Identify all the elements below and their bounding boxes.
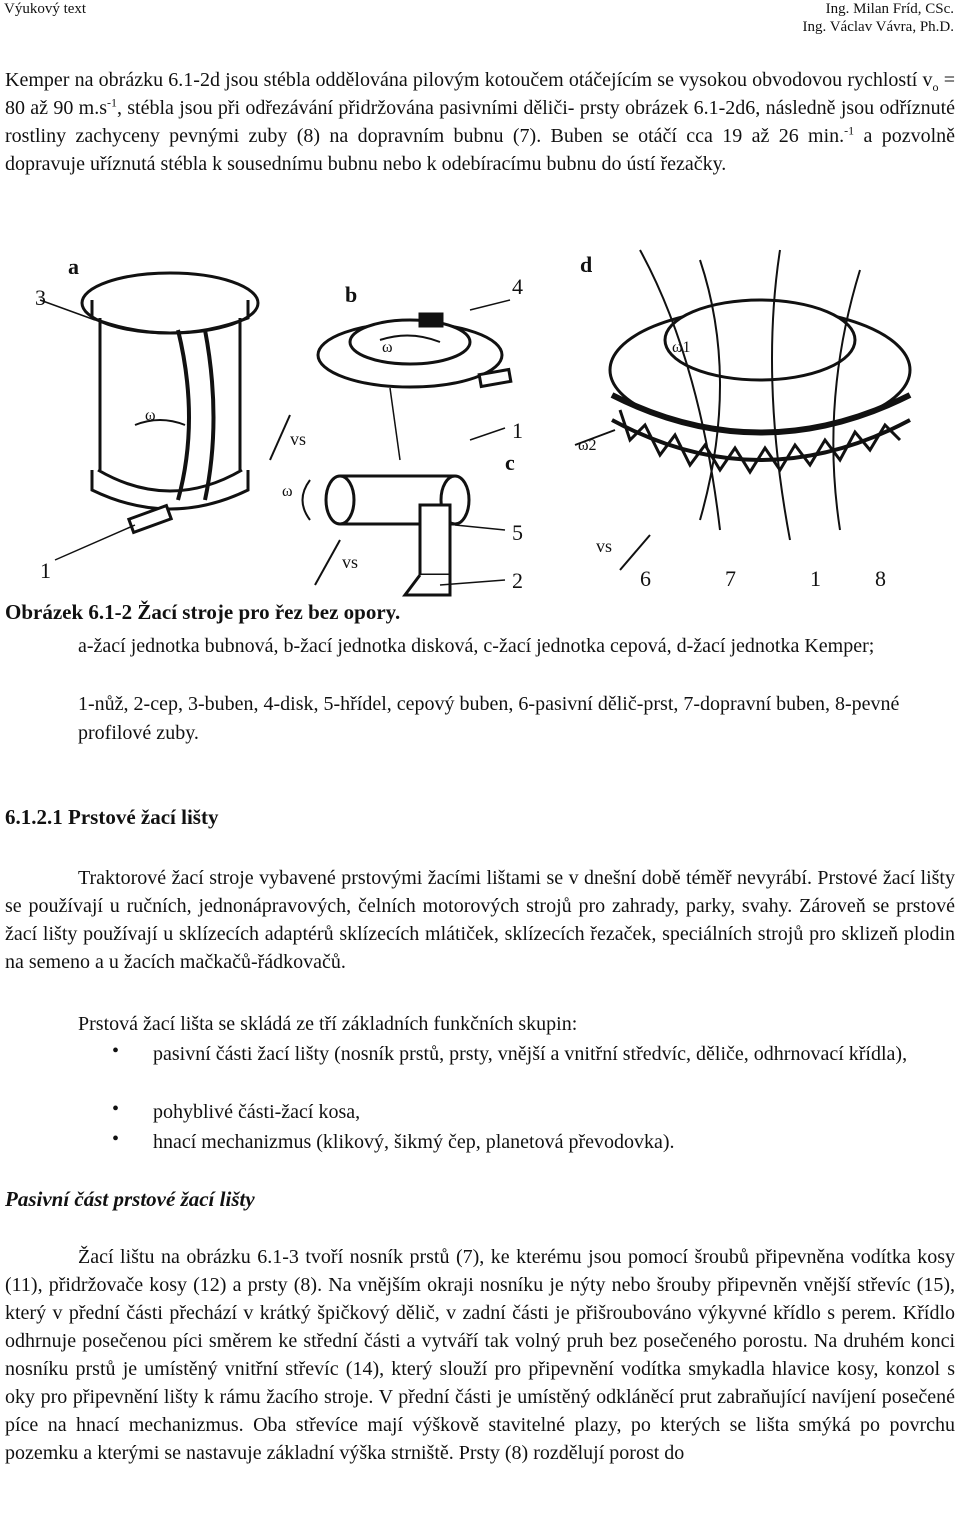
header-author-2: Ing. Václav Vávra, Ph.D. [802,19,954,35]
fig-num-3: 3 [35,285,46,310]
fig-num-5: 5 [512,520,523,545]
intro-subscript-o: o [932,80,939,94]
section-paragraph-2: Prstová žací lišta se skládá ze tří základních funkčních skupin: [78,1013,578,1035]
section-heading: 6.1.2.1 Prstové žací lišty [5,805,219,829]
header-authors [803,0,955,36]
intro-text-4: a pozvolně dopravuje uříznutá stébla k sousednímu bubnu nebo k odebíracímu bubnu do ústí řezačky. [5,125,955,175]
fig-label-c: c [505,450,515,475]
kemper-unit-drawing [575,250,910,570]
figure-mowing-units [0,238,960,598]
figure-caption-line-2: 1-nůž, 2-cep, 3-buben, 4-disk, 5-hřídel, cepový buben, 6-pasivní dělič-prst, 7-dopravní buben, 8-pevné profilové zuby. [78,693,900,744]
fig-num-1-c: 1 [512,418,523,443]
fig-num-7: 7 [725,566,736,591]
fig-num-4: 4 [512,274,523,299]
fig-num-8: 8 [875,566,886,591]
figure-caption-line-1: a-žací jednotka bubnová, b-žací jednotka disková, c-žací jednotka cepová, d-žací jednotka Kemper; [78,635,875,657]
subsection-heading: Pasivní část prstové žací lišty [5,1187,255,1211]
intro-superscript-2: -1 [844,123,855,138]
fig-omega-a: ω [145,407,156,424]
fig-vs-2: vs [342,552,359,572]
intro-text-2: = 80 až 90 m.s [5,69,956,119]
bullet-1-text: pasivní části žací lišty (nosník prstů, prsty, vnější a vnitřní středvíc, děliče, odhrnovací křídla), [153,1043,908,1065]
fig-omega-c: ω [282,483,293,500]
fig-label-d: d [580,252,593,277]
bullet-3-text: hnací mechanizmus (klikový, šikmý čep, planetová převodovka). [153,1131,675,1153]
header-course-label: Výukový text [4,1,87,17]
intro-text-3: , stébla jsou při odřezávání přidržována pasivními děliči- prsty obrázek 6.1-2d6, následně jsou odříznuté rostliny zachyceny pevnými zuby (8) na dopravním bubnu (7). Buben se otáčí cca 19 až 26 min. [5,97,956,147]
bullet-2-marker: • [112,1098,120,1120]
fig-num-6: 6 [640,566,651,591]
fig-label-b: b [345,282,358,307]
fig-omega-2-d: ω2 [578,437,597,454]
fig-num-2: 2 [512,568,523,593]
bullet-1-marker: • [112,1040,120,1062]
bullet-3-marker: • [112,1128,120,1150]
subsection-paragraph: Žací lištu na obrázku 6.1-3 tvoří nosník prstů (7), ke kterému jsou pomocí šroubů připevněna vodítka kosy (11), přidržovače kosy (12) a prsty (8). Na vnějším okraji nosníku je nýty nebo šrouby připevněn vnější střevíc (15), který v přední části přechází v krátký špičkový dělič, v zadní části je přišroubováno výkyvné křídlo s perem. Křídlo odhrnuje posečenou píci směrem ke střední části a vytváří tak volný pruh bez posečeného porostu. Na druhém konci nosníku prstů je umístěný vnitřní střevíc (14), který slouží pro připevnění vodítka smykadla hlavice kosy, konzol s oky pro připevnění lišty k rámu žacího stroje. V přední části je umístěný odkláněcí prut zabraňující navíjení posečené píce na hnací mechanizmus. Oba střevíce mají výškově stavitelné plazy, po kterých se lišta smýká po povrchu pozemku a kterými se nastavuje základní výška strniště. Prsty (8) rozdělují porost do [5,1246,955,1464]
intro-text-1: Kemper na obrázku 6.1-2d jsou stébla oddělována pilovým kotoučem otáčejícím se vysokou obvodovou rychlostí v [5,69,933,91]
header-author-1: Ing. Milan Fríd, CSc. [825,1,954,17]
fig-num-1-a: 1 [40,558,51,583]
fig-num-1-d: 1 [810,566,821,591]
intro-paragraph [5,66,955,178]
intro-superscript-1: -1 [106,95,117,110]
figure-caption-title: Obrázek 6.1-2 Žací stroje pro řez bez opory. [5,600,401,624]
section-paragraph-1: Traktorové žací stroje vybavené prstovými žacími lištami se v dnešní době téměř nevyrábí. Prstové žací lišty se používají u ručních, jednonápravových, čelních motorových strojů pro zahrady, parky, svahy. Zároveň se prstové žací lišty používají u sklízecích adaptérů sklízecích mlátiček, sklízecích řezaček, speciálních strojů pro sklizeň plodin na semeno a u žacích mačkačů-řádkovačů. [5,867,955,973]
bullet-2-text: pohyblivé části-žací kosa, [153,1101,361,1123]
fig-vs-3: vs [596,536,613,556]
fig-omega-1-d: ω1 [672,339,691,356]
fig-vs-1: vs [290,429,307,449]
fig-label-a: a [68,254,79,279]
fig-omega-b: ω [382,339,393,356]
